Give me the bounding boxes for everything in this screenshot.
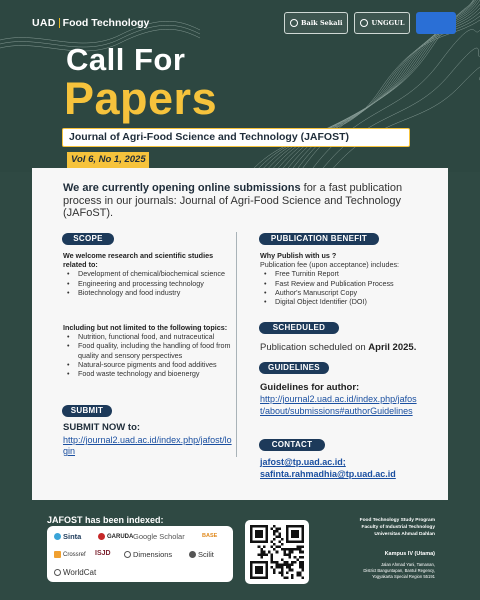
list-item: • Biotechnology and food industry xyxy=(63,288,233,297)
garuda-logo: GARUDA xyxy=(98,533,133,540)
google-scholar-logo: Google Scholar xyxy=(133,532,185,541)
worldcat-logo: WorldCat xyxy=(54,568,96,577)
topics-section xyxy=(63,323,233,378)
email-link[interactable]: jafost@tp.uad.ac.id; xyxy=(260,457,346,467)
seal-icon xyxy=(290,19,298,27)
worldcat-icon xyxy=(54,569,61,576)
indexed-title: JAFOST has been indexed: xyxy=(47,515,164,525)
list-item: • Nutrition, functional food, and nutraceutical xyxy=(63,332,233,341)
scope-heading: We welcome research and scientific studies related to: xyxy=(63,251,214,270)
scilit-icon xyxy=(189,551,196,558)
intro-text xyxy=(63,182,423,220)
qr-code[interactable] xyxy=(250,525,304,579)
campus-name: Kampus IV (Utama) xyxy=(384,551,435,557)
journal-name-box: Journal of Agri-Food Science and Technology (JAFOST) xyxy=(62,128,410,147)
scilit-logo: Scilit xyxy=(189,550,214,559)
email-link[interactable]: safinta.rahmadhia@tp.uad.ac.id xyxy=(260,469,396,479)
crossref-icon xyxy=(54,551,61,558)
sinta-logo: Sinta xyxy=(54,532,81,541)
scope-list xyxy=(63,269,233,297)
guidelines-pill: GUIDELINES xyxy=(259,362,329,374)
seal-icon xyxy=(360,19,368,27)
accreditation-badges xyxy=(284,12,456,34)
study-program: Food Technology Study Program xyxy=(359,518,435,523)
list-item: • Digital Object Identifier (DOI) xyxy=(260,297,430,306)
submit-pill: SUBMIT xyxy=(62,405,112,417)
list-item: • Engineering and processing technology xyxy=(63,279,233,288)
brand-uad: UAD xyxy=(32,17,56,29)
scheduled-pill: SCHEDULED xyxy=(259,322,339,334)
badge-baik-sekali: Baik Sekali xyxy=(284,12,348,34)
isjd-logo: ISJD xyxy=(95,550,111,557)
dimensions-logo: Dimensions xyxy=(124,550,172,559)
title-call-for: Call For xyxy=(66,42,186,77)
list-item: • Food quality, including the handling of food from quality and sensory perspectives xyxy=(63,341,233,359)
address-line: Yogyakarta Special Region 55191 xyxy=(372,574,435,579)
submit-link[interactable]: http://journal2.uad.ac.id/index.php/jafost/login xyxy=(63,435,232,456)
guidelines-heading: Guidelines for author: xyxy=(260,382,360,393)
benefit-list xyxy=(260,269,430,306)
submit-now-label: SUBMIT NOW to: xyxy=(63,422,141,433)
university: Universitas Ahmad Dahlan xyxy=(374,532,435,537)
contact-emails xyxy=(260,456,396,480)
sinta-icon xyxy=(54,533,61,540)
base-logo: BASE xyxy=(202,533,218,539)
brand-name: Food Technology xyxy=(62,17,150,29)
benefit-heading: Why Publish with us ? xyxy=(260,251,337,260)
crossref-logo: Crossref xyxy=(54,551,86,558)
scheduled-date: April 2025. xyxy=(368,342,417,353)
intro-rest: for a fast publication process in our journals: Journal of Agri-Food Science and Technology (JAFoST). xyxy=(63,182,403,219)
badge-ranking-logo xyxy=(416,12,456,34)
contact-pill: CONTACT xyxy=(259,439,325,451)
dimensions-icon xyxy=(124,551,131,558)
header xyxy=(0,0,480,172)
publication-benefit-pill: PUBLICATION BENEFIT xyxy=(259,233,379,245)
garuda-icon xyxy=(98,533,105,540)
list-item: • Natural-source pigments and food additives xyxy=(63,360,233,369)
brand-logo xyxy=(32,17,149,29)
address-line: Jalan Ahmad Yani, Tamanan, xyxy=(380,562,435,567)
scheduled-text: Publication scheduled on April 2025. xyxy=(260,342,417,353)
brand-separator xyxy=(59,18,60,28)
topics-heading: Including but not limited to the following topics: xyxy=(63,323,228,332)
address-line: District Banguntapan, Bantul Regency, xyxy=(363,568,435,573)
faculty: Faculty of Industrial Technology xyxy=(361,525,435,530)
scope-pill: SCOPE xyxy=(62,233,114,245)
title-papers: Papers xyxy=(64,73,218,124)
guidelines-link[interactable]: http://journal2.uad.ac.id/index.php/jafost/about/submissions#authorGuidelines xyxy=(260,394,417,416)
benefit-section xyxy=(260,251,430,306)
list-item: • Fast Review and Publication Process xyxy=(260,279,430,288)
volume-label: Vol 6, No 1, 2025 xyxy=(67,152,149,168)
topics-list xyxy=(63,332,233,378)
list-item: • Development of chemical/biochemical science xyxy=(63,269,233,278)
badge-unggul: UNGGUL xyxy=(354,12,410,34)
list-item: • Author's Manuscript Copy xyxy=(260,288,430,297)
list-item: • Food waste technology and bioenergy xyxy=(63,369,233,378)
benefit-intro: Publication fee (upon acceptance) includes: xyxy=(260,260,400,270)
column-divider xyxy=(236,232,237,457)
scope-section xyxy=(63,251,233,297)
list-item: • Free Turnitin Report xyxy=(260,269,430,278)
intro-bold: We are currently opening online submissions xyxy=(63,182,301,194)
